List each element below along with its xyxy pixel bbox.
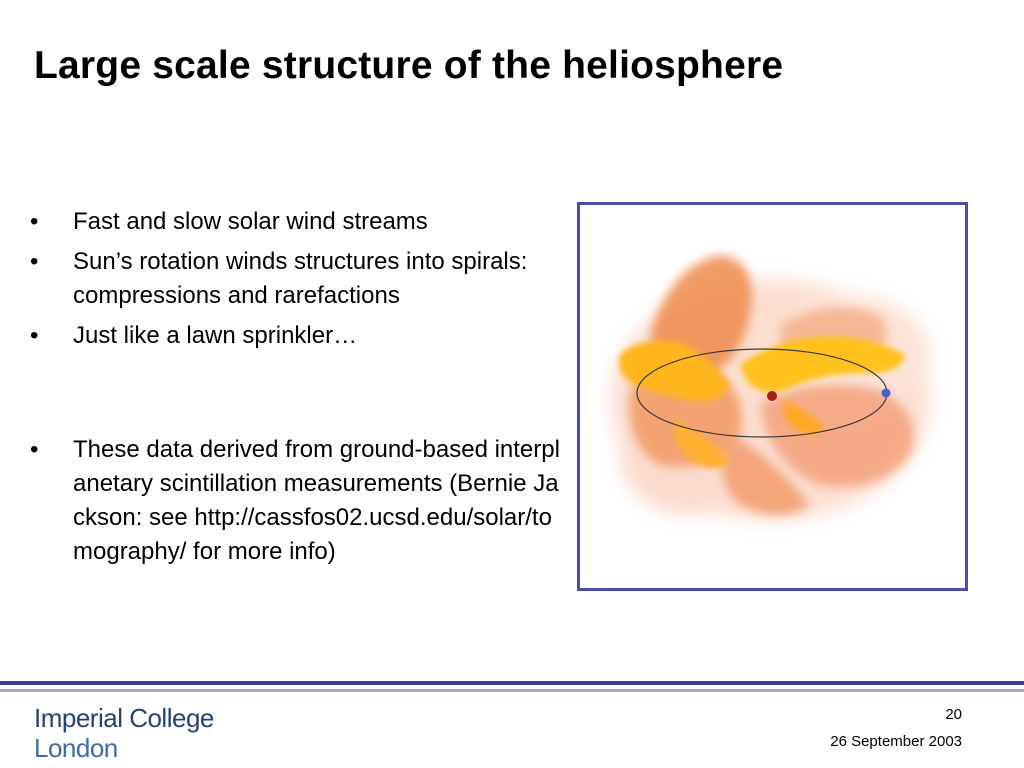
footer-rule-dark (0, 681, 1024, 685)
logo-line-2: London (34, 733, 118, 763)
heliosphere-figure (577, 202, 968, 591)
bullet-marker: • (30, 436, 39, 463)
bullet-marker: • (30, 322, 39, 349)
sun-marker (767, 391, 777, 401)
bullet-text: Just like a lawn sprinkler… (73, 322, 358, 349)
bullet-text: Fast and slow solar wind streams (73, 208, 428, 235)
bullet-item (30, 245, 560, 313)
bullet-item (30, 319, 560, 353)
earth-marker (882, 389, 891, 398)
footer-rule-light (0, 689, 1024, 692)
bullet-item (30, 205, 560, 239)
slide-date: 26 September 2003 (830, 733, 962, 750)
page-number: 20 (945, 706, 962, 723)
slide-title: Large scale structure of the heliosphere (34, 44, 784, 87)
bullet-text: These data derived from ground-based interplanetary scintillation measurements (Bernie Jackson: see http://cassfos02.ucsd.edu/solar/tomography/ for more info) (73, 436, 560, 565)
heliosphere-illustration (580, 205, 965, 588)
logo-line-1: Imperial College (34, 703, 214, 733)
bullet-marker: • (30, 248, 39, 275)
bullet-marker: • (30, 208, 39, 235)
bullet-item (30, 433, 560, 569)
bullet-list (30, 205, 560, 575)
imperial-college-logo (34, 703, 214, 763)
bullet-text: Sun’s rotation winds structures into spirals: compressions and rarefactions (73, 248, 528, 309)
